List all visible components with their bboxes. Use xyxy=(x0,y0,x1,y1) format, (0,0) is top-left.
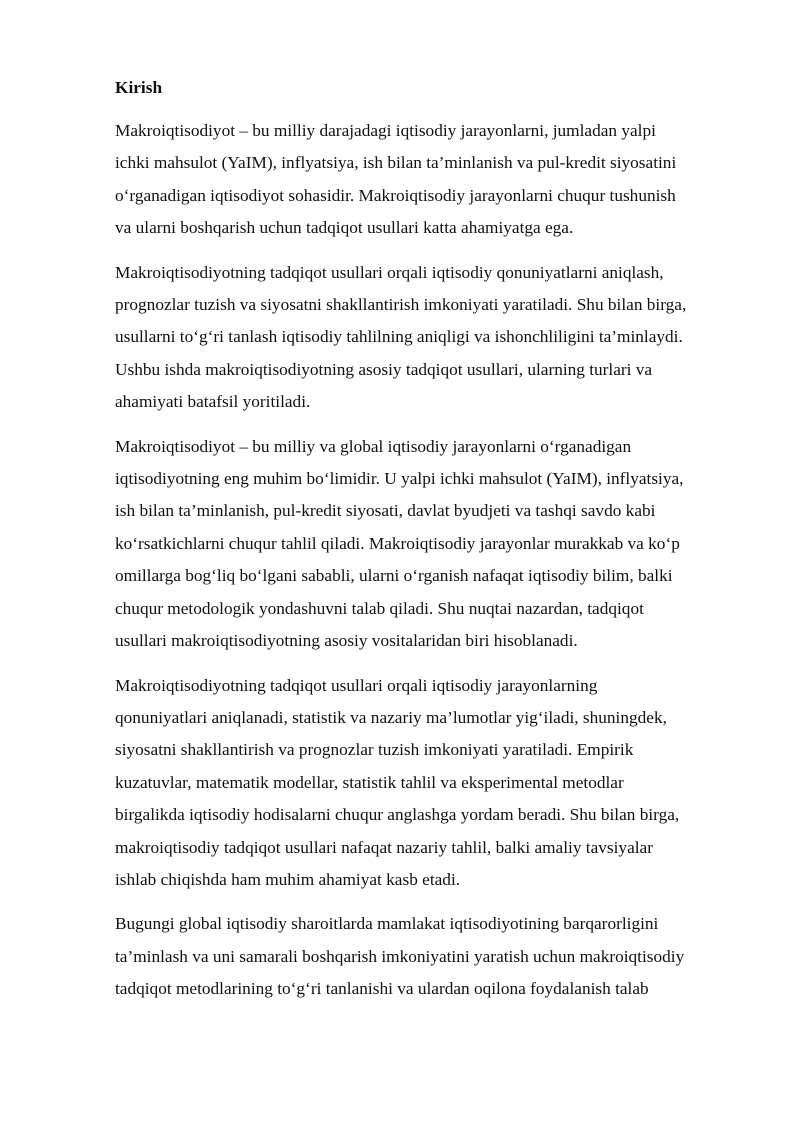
text-line: iqtisodiyotning eng muhim bo‘limidir. U yalpi ichki mahsulot (YaIM), inflyatsiya, xyxy=(115,469,684,489)
text-line: va ularni boshqarish uchun tadqiqot usullari katta ahamiyatga ega. xyxy=(115,218,574,238)
text-line: makroiqtisodiy tadqiqot usullari nafaqat nazariy tahlil, balki amaliy tavsiyalar xyxy=(115,837,653,857)
text-line: siyosatni shakllantirish va prognozlar tuzish imkoniyati yaratiladi. Empirik xyxy=(115,740,634,760)
paragraph xyxy=(115,257,743,419)
text-line: birgalikda iqtisodiy hodisalarni chuqur anglashga yordam beradi. Shu bilan birga, xyxy=(115,805,680,825)
text-line: omillarga bog‘liq bo‘lgani sababli, ularni o‘rganish nafaqat iqtisodiy bilim, balki xyxy=(115,566,673,586)
text-line: usullarni to‘g‘ri tanlash iqtisodiy tahlilning aniqligi va ishonchliligini ta’minlaydi. xyxy=(115,327,683,347)
text-line: ahamiyati batafsil yoritiladi. xyxy=(115,392,311,412)
text-line: ichki mahsulot (YaIM), inflyatsiya, ish bilan ta’minlanish va pul-kredit siyosatini xyxy=(115,153,677,173)
text-line: usullari makroiqtisodiyotning asosiy vositalaridan biri hisoblanadi. xyxy=(115,631,578,651)
text-line: kuzatuvlar, matematik modellar, statistik tahlil va eksperimental metodlar xyxy=(115,772,624,792)
text-line: Makroiqtisodiyot – bu milliy va global iqtisodiy jarayonlarni o‘rganadigan xyxy=(115,436,632,456)
section-heading: Kirish xyxy=(115,78,163,97)
text-line: qonuniyatlari aniqlanadi, statistik va nazariy ma’lumotlar yig‘iladi, shuningdek, xyxy=(115,707,667,727)
document-body xyxy=(115,73,743,1018)
text-line: prognozlar tuzish va siyosatni shakllantirish imkoniyati yaratiladi. Shu bilan birga, xyxy=(115,295,687,315)
paragraph-list xyxy=(115,115,743,1006)
paragraph xyxy=(115,431,743,658)
text-line: ishlab chiqishda ham muhim ahamiyat kasb etadi. xyxy=(115,869,461,889)
text-line: tadqiqot metodlarining to‘g‘ri tanlanishi va ulardan oqilona foydalanish talab xyxy=(115,979,649,999)
paragraph xyxy=(115,115,743,245)
text-line: o‘rganadigan iqtisodiyot sohasidir. Makroiqtisodiy jarayonlarni chuqur tushunish xyxy=(115,185,676,205)
text-line: chuqur metodologik yondashuvni talab qiladi. Shu nuqtai nazardan, tadqiqot xyxy=(115,598,644,618)
text-line: Bugungi global iqtisodiy sharoitlarda mamlakat iqtisodiyotining barqarorligini xyxy=(115,914,659,934)
text-line: Makroiqtisodiyotning tadqiqot usullari orqali iqtisodiy jarayonlarning xyxy=(115,675,598,695)
text-line: ish bilan ta’minlanish, pul-kredit siyosati, davlat byudjeti va tashqi savdo kabi xyxy=(115,501,656,521)
text-line: ta’minlash va uni samarali boshqarish imkoniyatini yaratish uchun makroiqtisodiy xyxy=(115,946,685,966)
text-line: Makroiqtisodiyotning tadqiqot usullari orqali iqtisodiy qonuniyatlarni aniqlash, xyxy=(115,262,664,282)
paragraph xyxy=(115,908,743,1005)
paragraph xyxy=(115,670,743,897)
text-line: Makroiqtisodiyot – bu milliy darajadagi iqtisodiy jarayonlarni, jumladan yalpi xyxy=(115,121,656,140)
text-line: Ushbu ishda makroiqtisodiyotning asosiy tadqiqot usullari, ularning turlari va xyxy=(115,359,653,379)
text-line: ko‘rsatkichlarni chuqur tahlil qiladi. Makroiqtisodiy jarayonlar murakkab va ko‘p xyxy=(115,533,680,553)
